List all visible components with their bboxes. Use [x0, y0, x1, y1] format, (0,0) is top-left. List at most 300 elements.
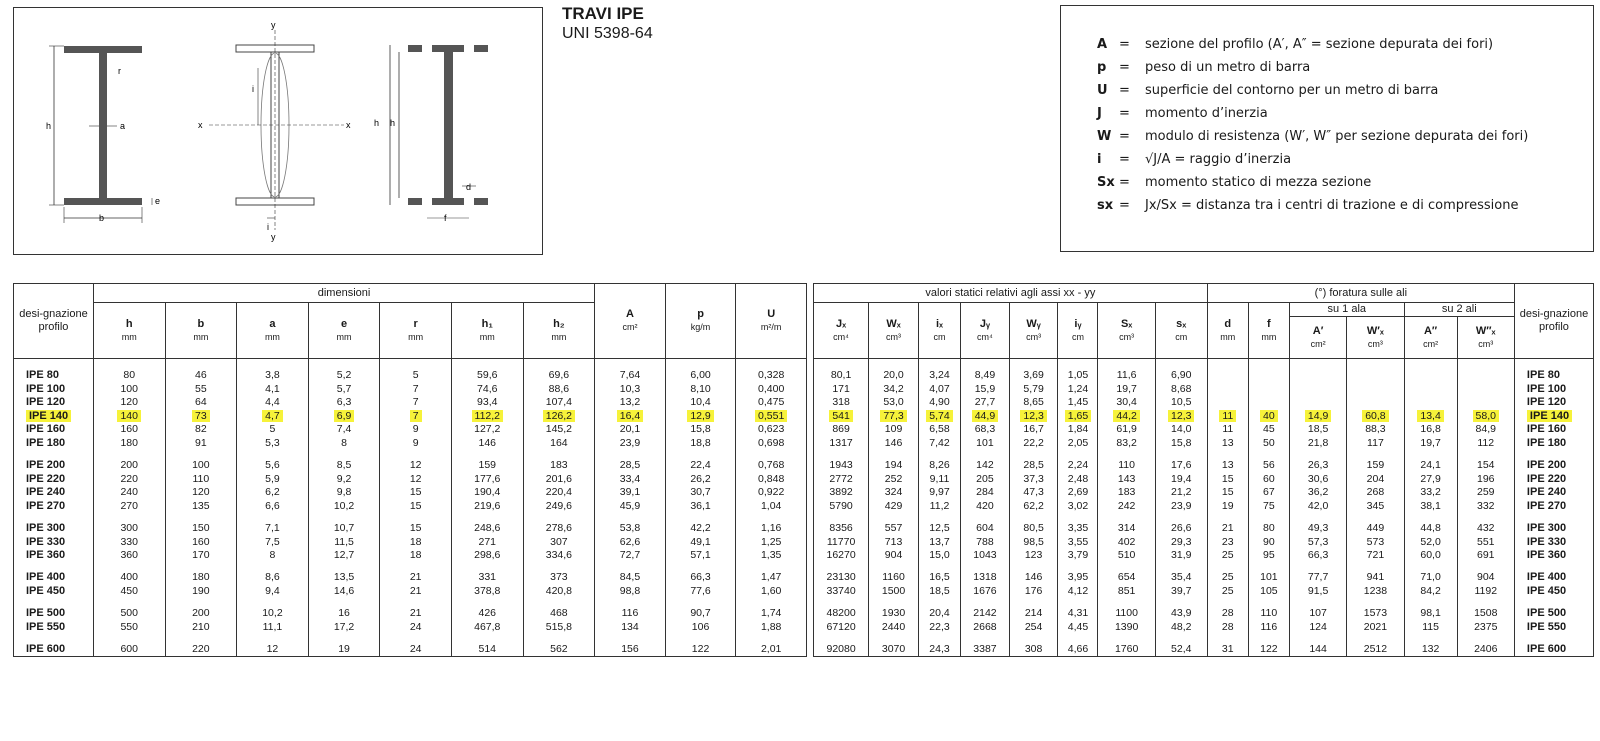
table-cell: 515,8 [523, 621, 595, 635]
table-cell: 34,2 [869, 383, 919, 397]
table-cell: 21,2 [1155, 486, 1207, 500]
table-cell: 20,0 [869, 369, 919, 383]
group-static-values: valori statici relativi agli assi xx - yy [814, 284, 1208, 303]
table-cell: 88,6 [523, 383, 595, 397]
table-cell: 150 [165, 522, 237, 536]
table-cell: 110 [165, 473, 237, 487]
table-row [14, 585, 807, 599]
table-cell: 8,68 [1155, 383, 1207, 397]
table-cell: 26,3 [1289, 459, 1346, 473]
table-cell: 550 [93, 621, 165, 635]
table-cell: 5,74 [918, 410, 960, 424]
row-gap [14, 563, 807, 572]
table-cell: 107,4 [523, 396, 595, 410]
table-cell: 77,7 [1289, 571, 1346, 585]
profile-dimensions-drawing [46, 46, 160, 223]
table-cell: 42,2 [665, 522, 736, 536]
table-cell: 7 [380, 396, 452, 410]
table-cell: IPE 400 [14, 571, 94, 585]
table-cell [1457, 396, 1514, 410]
section-figure [13, 7, 543, 255]
table-cell: 3892 [814, 486, 869, 500]
label-a: a [120, 121, 126, 131]
row-gap [14, 598, 807, 607]
table-cell: 510 [1098, 549, 1155, 563]
table-cell: 2,48 [1058, 473, 1098, 487]
legend-item: J = momento d’inerzia [1097, 106, 1268, 121]
table-cell: IPE 550 [1514, 621, 1593, 635]
table-row [14, 571, 807, 585]
table-cell: 4,4 [237, 396, 309, 410]
table-cell: 3,24 [918, 369, 960, 383]
table-cell: 378,8 [451, 585, 523, 599]
table-cell: 26,2 [665, 473, 736, 487]
table-cell: 18,5 [1289, 423, 1346, 437]
table-cell: 116 [1248, 621, 1289, 635]
col-a: a mm [237, 303, 309, 359]
table-cell: 271 [451, 536, 523, 550]
row-gap [814, 513, 1594, 522]
table-cell: 80,5 [1009, 522, 1058, 536]
legend-item: Sx = momento statico di mezza sezione [1097, 175, 1372, 190]
table-cell: 13 [1207, 459, 1248, 473]
table-cell: 17,2 [308, 621, 380, 635]
table-cell: 300 [93, 522, 165, 536]
table-cell: 145,2 [523, 423, 595, 437]
table-row [14, 549, 807, 563]
table-cell: 16,7 [1009, 423, 1058, 437]
table-cell: 24 [380, 621, 452, 635]
table-cell: 30,4 [1098, 396, 1155, 410]
legend-box [1060, 5, 1594, 252]
table-cell: IPE 140 [14, 410, 94, 424]
table-cell: 183 [1098, 486, 1155, 500]
table-cell: 400 [93, 571, 165, 585]
table-cell: 869 [814, 423, 869, 437]
table-cell: 16,5 [918, 571, 960, 585]
table-cell: 4,7 [237, 410, 309, 424]
table-cell: 8 [237, 549, 309, 563]
table-cell: 2772 [814, 473, 869, 487]
table-cell: 22,2 [1009, 437, 1058, 451]
table-cell: 39,1 [595, 486, 666, 500]
table-cell: 38,1 [1404, 500, 1457, 514]
table-cell: 12,3 [1009, 410, 1058, 424]
table-row [14, 410, 807, 424]
table-cell: 240 [93, 486, 165, 500]
table-row [14, 383, 807, 397]
table-cell: 691 [1457, 549, 1514, 563]
table-row [814, 621, 1594, 635]
table-cell: 124 [1289, 621, 1346, 635]
table-cell: 654 [1098, 571, 1155, 585]
table-cell: 3,55 [1058, 536, 1098, 550]
table-cell: 4,45 [1058, 621, 1098, 635]
table-cell: IPE 220 [14, 473, 94, 487]
table-cell: 6,3 [308, 396, 380, 410]
table-cell: 4,07 [918, 383, 960, 397]
table-cell: 115 [1404, 621, 1457, 635]
table-row [814, 500, 1594, 514]
col-ix: iₓ cm [918, 303, 960, 359]
table-cell: 308 [1009, 643, 1058, 657]
table-cell [1289, 383, 1346, 397]
table-cell: 12 [380, 473, 452, 487]
label-d: d [466, 182, 472, 192]
table-cell: IPE 120 [14, 396, 94, 410]
table-cell: 402 [1098, 536, 1155, 550]
table-row [14, 536, 807, 550]
table-cell: 112 [1457, 437, 1514, 451]
table-row [14, 369, 807, 383]
table-cell: 0,400 [736, 383, 807, 397]
table-cell: 11,1 [237, 621, 309, 635]
legend-item: U = superficie del contorno per un metro di barra [1097, 83, 1439, 98]
table-cell: 25 [1207, 571, 1248, 585]
table-cell: 13,4 [1404, 410, 1457, 424]
table-cell: 21 [380, 607, 452, 621]
table-cell [1404, 396, 1457, 410]
table-row [14, 643, 807, 657]
table-cell: 90 [1248, 536, 1289, 550]
table-cell: 1238 [1347, 585, 1404, 599]
table-cell: 23 [1207, 536, 1248, 550]
legend-item: sx = Jx/Sx = distanza tra i centri di trazione e di compressione [1097, 198, 1519, 213]
table-row [14, 607, 807, 621]
row-gap [814, 563, 1594, 572]
table-cell: 941 [1347, 571, 1404, 585]
table-cell: 551 [1457, 536, 1514, 550]
table-cell: 1390 [1098, 621, 1155, 635]
table-row [14, 473, 807, 487]
table-cell: 5 [237, 423, 309, 437]
table-cell: 90,7 [665, 607, 736, 621]
table-cell: 60,8 [1347, 410, 1404, 424]
table-cell: 62,6 [595, 536, 666, 550]
table-cell: 15 [380, 500, 452, 514]
table-cell: 126,2 [523, 410, 595, 424]
table-cell: 334,6 [523, 549, 595, 563]
col-iy: iᵧ cm [1058, 303, 1098, 359]
table-cell: 1,35 [736, 549, 807, 563]
table-cell: 156 [595, 643, 666, 657]
table-row [14, 621, 807, 635]
table-cell: 120 [165, 486, 237, 500]
table-cell: 7,64 [595, 369, 666, 383]
table-cell: 604 [961, 522, 1010, 536]
label-iy: i [267, 222, 269, 232]
table-cell: 177,6 [451, 473, 523, 487]
table-cell: 140 [93, 410, 165, 424]
table-cell: 5,2 [308, 369, 380, 383]
table-cell [1248, 369, 1289, 383]
table-cell: 66,3 [665, 571, 736, 585]
col-Jy: Jᵧ cm⁴ [961, 303, 1010, 359]
table-cell: 53,0 [869, 396, 919, 410]
table-cell: 36,2 [1289, 486, 1346, 500]
page-subtitle: UNI 5398-64 [562, 25, 653, 42]
table-cell: 58,0 [1457, 410, 1514, 424]
table-row [814, 571, 1594, 585]
table-cell: 10,2 [237, 607, 309, 621]
table-cell: 21,8 [1289, 437, 1346, 451]
table-cell: 93,4 [451, 396, 523, 410]
table-cell: IPE 100 [14, 383, 94, 397]
table-row [814, 486, 1594, 500]
table-cell: 146 [1009, 571, 1058, 585]
table-cell: 110 [1248, 607, 1289, 621]
table-cell: 204 [1347, 473, 1404, 487]
table-cell: 721 [1347, 549, 1404, 563]
table-cell: 95 [1248, 549, 1289, 563]
table-cell: IPE 500 [14, 607, 94, 621]
table-cell: 0,623 [736, 423, 807, 437]
table-cell: 15 [380, 522, 452, 536]
table-cell: 3070 [869, 643, 919, 657]
table-cell: 3,02 [1058, 500, 1098, 514]
table-cell: 5,79 [1009, 383, 1058, 397]
table-cell: 92080 [814, 643, 869, 657]
page-title: TRAVI IPE [562, 4, 644, 23]
table-cell: 48,2 [1155, 621, 1207, 635]
table-cell: 252 [869, 473, 919, 487]
table-cell: IPE 270 [14, 500, 94, 514]
col-A1: A′ cm² [1289, 317, 1346, 359]
table-cell: 318 [814, 396, 869, 410]
col-Jx: Jₓ cm⁴ [814, 303, 869, 359]
table-cell: 345 [1347, 500, 1404, 514]
table-cell: 23,9 [595, 437, 666, 451]
group-holes: (°) foratura sulle ali [1207, 284, 1514, 303]
table-cell: 0,698 [736, 437, 807, 451]
table-row [814, 522, 1594, 536]
table-cell: 109 [869, 423, 919, 437]
table-cell: 1676 [961, 585, 1010, 599]
table-cell: 22,4 [665, 459, 736, 473]
table-cell: 12 [380, 459, 452, 473]
table-cell: 83,2 [1098, 437, 1155, 451]
table-cell: 14,9 [1289, 410, 1346, 424]
table-cell: 1192 [1457, 585, 1514, 599]
table-cell: 3,69 [1009, 369, 1058, 383]
table-cell: 20,1 [595, 423, 666, 437]
table-cell: 330 [93, 536, 165, 550]
table-cell: 7,5 [237, 536, 309, 550]
table-cell: 1508 [1457, 607, 1514, 621]
table-cell: 59,6 [451, 369, 523, 383]
label-h1: h [390, 118, 396, 128]
table-cell: 1,45 [1058, 396, 1098, 410]
table-cell: 4,90 [918, 396, 960, 410]
table-cell: 2512 [1347, 643, 1404, 657]
table-cell: 360 [93, 549, 165, 563]
table-cell: 6,58 [918, 423, 960, 437]
table-cell: 122 [1248, 643, 1289, 657]
table-cell: 12,5 [918, 522, 960, 536]
table-cell: 0,475 [736, 396, 807, 410]
table-cell: 82 [165, 423, 237, 437]
static-values-table [813, 283, 1594, 657]
table-cell: 30,7 [665, 486, 736, 500]
label-f: f [444, 213, 447, 223]
table-cell: 17,6 [1155, 459, 1207, 473]
table-cell: 107 [1289, 607, 1346, 621]
col-e: e mm [308, 303, 380, 359]
table-cell: 7,42 [918, 437, 960, 451]
table-cell: 562 [523, 643, 595, 657]
table-cell: 1,04 [736, 500, 807, 514]
table-cell: 8,26 [918, 459, 960, 473]
table-cell: 142 [961, 459, 1010, 473]
table-cell: 278,6 [523, 522, 595, 536]
row-gap [14, 513, 807, 522]
group-su2: su 2 ali [1404, 303, 1514, 317]
table-cell: 8,65 [1009, 396, 1058, 410]
table-cell: 19,4 [1155, 473, 1207, 487]
table-cell: 15,8 [665, 423, 736, 437]
col-h2: h₂ mm [523, 303, 595, 359]
col-A: A cm² [595, 284, 666, 359]
table-cell: 14,0 [1155, 423, 1207, 437]
table-cell: 33,2 [1404, 486, 1457, 500]
table-cell: 134 [595, 621, 666, 635]
table-cell: 46 [165, 369, 237, 383]
table-cell: 214 [1009, 607, 1058, 621]
table-cell: IPE 450 [1514, 585, 1593, 599]
row-gap [814, 598, 1594, 607]
table-cell: 7,4 [308, 423, 380, 437]
table-cell: 144 [1289, 643, 1346, 657]
table-cell: 132 [1404, 643, 1457, 657]
table-cell: 55 [165, 383, 237, 397]
table-cell: 4,12 [1058, 585, 1098, 599]
table-cell: 449 [1347, 522, 1404, 536]
table-cell: 6,00 [665, 369, 736, 383]
table-row [814, 643, 1594, 657]
table-cell: 57,1 [665, 549, 736, 563]
table-cell: 373 [523, 571, 595, 585]
table-cell: 19 [1207, 500, 1248, 514]
table-row [814, 607, 1594, 621]
col-f: f mm [1248, 303, 1289, 359]
profile-holes-drawing [374, 45, 488, 223]
table-cell: 1,24 [1058, 383, 1098, 397]
table-cell: 18,5 [918, 585, 960, 599]
table-cell: IPE 330 [14, 536, 94, 550]
table-cell: 21 [380, 585, 452, 599]
table-cell: 2021 [1347, 621, 1404, 635]
table-cell: 33740 [814, 585, 869, 599]
table-cell: 429 [869, 500, 919, 514]
table-cell: 904 [1457, 571, 1514, 585]
table-cell: 27,9 [1404, 473, 1457, 487]
table-cell [1347, 396, 1404, 410]
table-cell: 39,7 [1155, 585, 1207, 599]
table-cell: 13 [1207, 437, 1248, 451]
table-cell: IPE 180 [14, 437, 94, 451]
table-cell: 24 [380, 643, 452, 657]
table-cell: 25 [1207, 549, 1248, 563]
table-cell: 159 [451, 459, 523, 473]
table-cell: 1317 [814, 437, 869, 451]
table-cell: 3,8 [237, 369, 309, 383]
col-r: r mm [380, 303, 452, 359]
table-cell: 57,3 [1289, 536, 1346, 550]
row-gap [14, 634, 807, 643]
table-cell: 2668 [961, 621, 1010, 635]
table-cell: 2375 [1457, 621, 1514, 635]
table-cell: 31,9 [1155, 549, 1207, 563]
table-cell: 9 [380, 437, 452, 451]
table-cell: 164 [523, 437, 595, 451]
table-cell: IPE 550 [14, 621, 94, 635]
table-cell: 6,9 [308, 410, 380, 424]
table-cell: 242 [1098, 500, 1155, 514]
table-row [814, 437, 1594, 451]
table-cell: 66,3 [1289, 549, 1346, 563]
axis-x-right: x [346, 120, 351, 130]
table-cell: IPE 330 [1514, 536, 1593, 550]
table-cell: 88,3 [1347, 423, 1404, 437]
axis-x-left: x [198, 120, 203, 130]
ipe-section-drawings [14, 8, 542, 254]
table-cell: 112,2 [451, 410, 523, 424]
table-cell: 16270 [814, 549, 869, 563]
table-cell [1457, 369, 1514, 383]
table-cell: 3,95 [1058, 571, 1098, 585]
table-cell: 23,9 [1155, 500, 1207, 514]
table-cell: 123 [1009, 549, 1058, 563]
table-cell: 4,31 [1058, 607, 1098, 621]
table-cell: 116 [595, 607, 666, 621]
table-row [814, 396, 1594, 410]
table-cell: 1100 [1098, 607, 1155, 621]
table-cell: 69,6 [523, 369, 595, 383]
table-cell: 84,2 [1404, 585, 1457, 599]
table-cell [1289, 369, 1346, 383]
table-cell: 432 [1457, 522, 1514, 536]
table-cell: 12,7 [308, 549, 380, 563]
table-cell: IPE 100 [1514, 383, 1593, 397]
label-e: e [155, 196, 161, 206]
table-row [814, 473, 1594, 487]
table-cell: 18,8 [665, 437, 736, 451]
table-cell: 11770 [814, 536, 869, 550]
label-ix: i [252, 84, 254, 94]
table-cell: 10,5 [1155, 396, 1207, 410]
table-cell: IPE 360 [14, 549, 94, 563]
table-cell [1207, 369, 1248, 383]
table-cell: 1318 [961, 571, 1010, 585]
table-cell: 12,9 [665, 410, 736, 424]
table-cell: 420,8 [523, 585, 595, 599]
table-cell: 200 [93, 459, 165, 473]
table-cell: IPE 120 [1514, 396, 1593, 410]
table-cell: 26,6 [1155, 522, 1207, 536]
table-row [14, 459, 807, 473]
table-cell: IPE 180 [1514, 437, 1593, 451]
table-cell: 135 [165, 500, 237, 514]
table-cell: IPE 600 [14, 643, 94, 657]
col-p: p kg/m [665, 284, 736, 359]
table-cell: 24,3 [918, 643, 960, 657]
table-row [14, 437, 807, 451]
table-row [14, 486, 807, 500]
table-cell: 9,2 [308, 473, 380, 487]
table-cell: IPE 600 [1514, 643, 1593, 657]
table-cell: 904 [869, 549, 919, 563]
table-cell: 426 [451, 607, 523, 621]
